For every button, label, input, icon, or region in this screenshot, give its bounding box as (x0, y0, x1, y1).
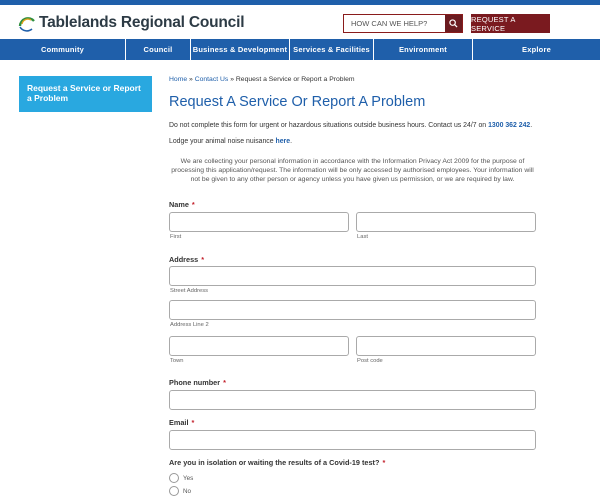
line2-sublabel: Address Line 2 (170, 322, 209, 328)
radio-yes-label: Yes (183, 474, 194, 482)
postcode-sublabel: Post code (357, 358, 383, 364)
nav-item-explore[interactable]: Explore (522, 45, 551, 54)
address-label-text: Address (169, 255, 199, 264)
breadcrumb (169, 76, 355, 83)
council-logo-icon (18, 14, 36, 32)
sidebar-item-request-service[interactable]: Request a Service or Report a Problem (19, 76, 152, 112)
lodge-end: . (290, 138, 292, 145)
first-name-field[interactable] (169, 212, 349, 232)
search-box (343, 14, 463, 33)
breadcrumb-separator: » (189, 76, 193, 83)
nav-item-community[interactable]: Community (0, 39, 126, 60)
email-field[interactable] (169, 430, 536, 450)
radio-no[interactable] (169, 486, 179, 496)
street-address-field[interactable] (169, 266, 536, 286)
required-mark: * (191, 200, 195, 209)
name-label-text: Name (169, 200, 189, 209)
required-mark: * (223, 378, 226, 387)
required-mark: * (382, 458, 386, 467)
covid-label-text: Are you in isolation or waiting the results of a Covid-19 test? (169, 458, 380, 467)
nav-item-business-development[interactable]: Business & Development (191, 39, 290, 60)
address-line2-field[interactable] (169, 300, 536, 320)
privacy-statement: We are collecting your personal information in accordance with the Information Privacy Act 2009 for the purpose of processing this application/request. The information will be only accessed by authorised employees. Your information will not be given to any other person or agency unless you have given us permission, or we are required by law. (171, 158, 534, 183)
page-title: Request A Service Or Report A Problem (169, 94, 426, 110)
phone-field[interactable] (169, 390, 536, 410)
town-sublabel: Town (170, 358, 184, 364)
brand-name: Tablelands Regional Council (39, 14, 245, 31)
lodge-notice (169, 138, 292, 145)
phone-label (169, 378, 226, 387)
breadcrumb-separator: » (230, 76, 234, 83)
postcode-field[interactable] (356, 336, 536, 356)
phone-label-text: Phone number (169, 378, 221, 387)
town-field[interactable] (169, 336, 349, 356)
covid-question-label (169, 458, 385, 467)
last-name-field[interactable] (356, 212, 536, 232)
radio-no-label: No (183, 487, 192, 495)
radio-yes[interactable] (169, 473, 179, 483)
notice-text: Do not complete this form for urgent or hazardous situations outside business hours. Contact us 24/7 on (169, 122, 487, 129)
urgent-notice (169, 122, 532, 129)
nav-item-environment[interactable]: Environment (374, 39, 473, 60)
last-sublabel: Last (357, 234, 368, 240)
name-label (169, 200, 195, 209)
email-label-text: Email (169, 418, 189, 427)
covid-option-yes[interactable] (169, 473, 193, 483)
required-mark: * (201, 255, 205, 264)
email-label (169, 418, 194, 427)
site-logo[interactable] (18, 11, 244, 35)
street-sublabel: Street Address (170, 288, 209, 294)
site-header (0, 5, 600, 38)
first-sublabel: First (170, 234, 182, 240)
required-mark: * (191, 418, 195, 427)
breadcrumb-home[interactable]: Home (169, 76, 188, 83)
covid-option-no[interactable] (169, 486, 191, 496)
main-nav (0, 39, 600, 60)
search-button[interactable] (445, 15, 462, 32)
search-icon (449, 19, 458, 28)
notice-end: . (530, 122, 533, 129)
breadcrumb-current: Request a Service or Report a Problem (235, 76, 355, 83)
request-service-button[interactable]: REQUEST A SERVICE (471, 14, 550, 33)
lodge-here-link[interactable]: here (275, 138, 291, 145)
nav-item-services-facilities[interactable]: Services & Facilities (290, 39, 374, 60)
phone-link[interactable]: 1300 362 242 (488, 122, 531, 129)
nav-item-council[interactable]: Council (126, 39, 191, 60)
address-label (169, 255, 204, 264)
breadcrumb-contact[interactable]: Contact Us (194, 76, 229, 83)
lodge-text: Lodge your animal noise nuisance (169, 138, 274, 145)
search-input[interactable] (344, 15, 445, 32)
